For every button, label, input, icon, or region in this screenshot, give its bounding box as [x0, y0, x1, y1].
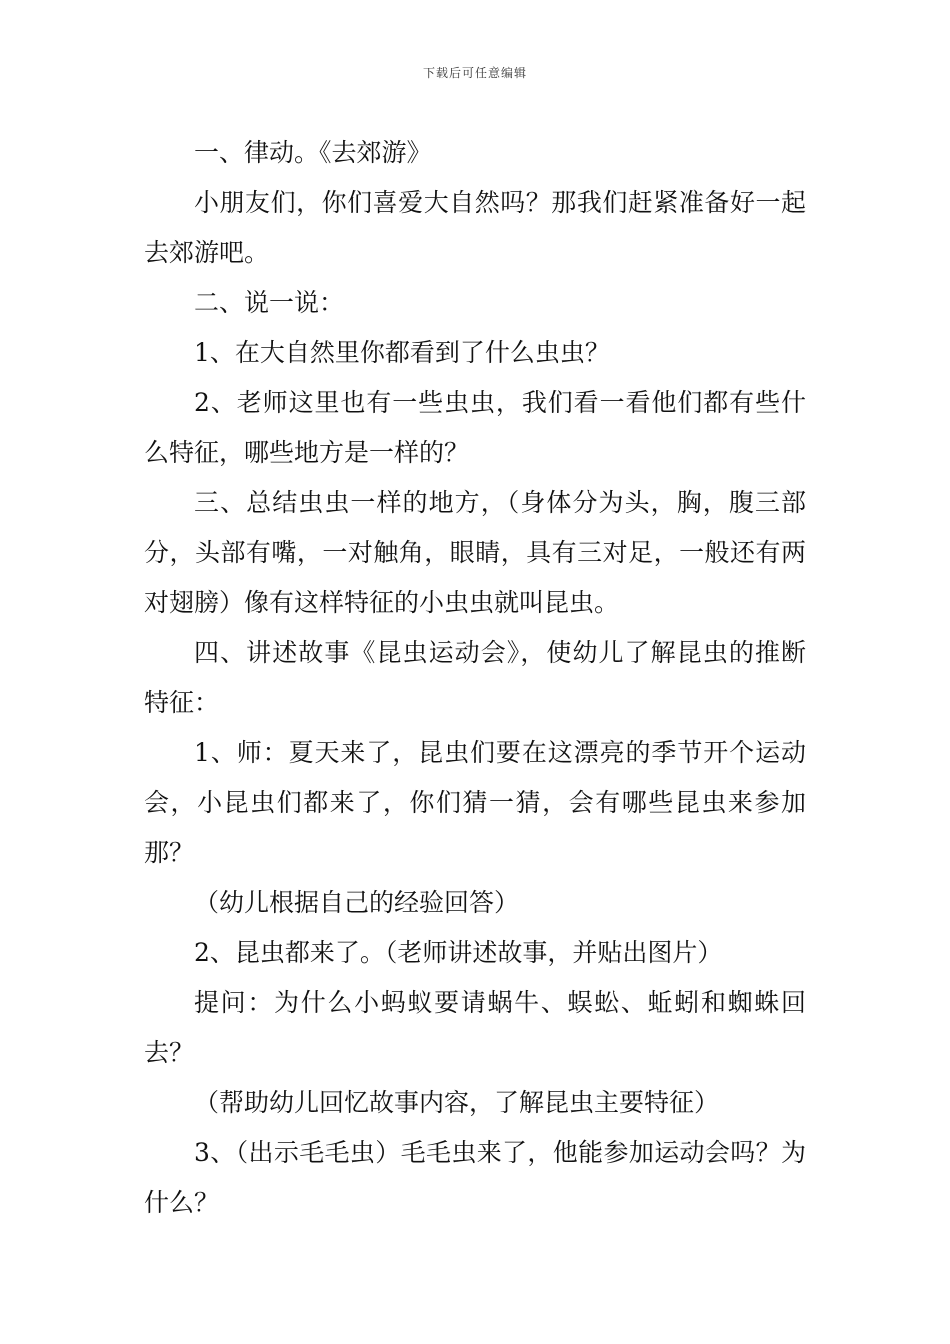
paragraph-section-two: 二、说一说： — [194, 288, 345, 317]
paragraph-story-1: 1、师：夏天来了，昆虫们要在这漂亮的季节开个运动会，小昆虫们都来了，你们猜一猜，会有哪些昆虫来参加那？ — [144, 738, 806, 867]
paragraph-story-2: 2、昆虫都来了。（老师讲述故事，并贴出图片） — [194, 938, 723, 967]
paragraph-question-why: 提问：为什么小蚂蚁要请蜗牛、蜈蚣、蚯蚓和蜘蛛回去？ — [144, 988, 806, 1067]
document-body — [144, 128, 806, 1228]
paragraph-section-one: 一、律动。《去郊游》 — [194, 138, 432, 167]
paragraph-question-2: 2、老师这里也有一些虫虫，我们看一看他们都有些什么特征，哪些地方是一样的？ — [144, 388, 806, 467]
header-note: 下载后可任意编辑 — [422, 66, 527, 80]
paragraph-section-three: 三、总结虫虫一样的地方，（身体分为头，胸，腹三部分，头部有嘴，一对触角，眼睛，具有三对足，一般还有两对翅膀）像有这样特征的小虫虫就叫昆虫。 — [144, 488, 806, 617]
paragraph-section-four: 四、讲述故事《昆虫运动会》，使幼儿了解昆虫的推断特征： — [144, 638, 806, 717]
paragraph-question-1: 1、在大自然里你都看到了什么虫虫？ — [194, 338, 610, 367]
paragraph-intro: 小朋友们，你们喜爱大自然吗？那我们赶紧准备好一起去郊游吧。 — [144, 188, 806, 267]
paragraph-answer-note: （幼儿根据自己的经验回答） — [194, 888, 520, 917]
paragraph-recall-note: （帮助幼儿回忆故事内容，了解昆虫主要特征） — [194, 1088, 720, 1117]
paragraph-story-3: 3、（出示毛毛虫）毛毛虫来了，他能参加运动会吗？为什么？ — [144, 1138, 806, 1217]
